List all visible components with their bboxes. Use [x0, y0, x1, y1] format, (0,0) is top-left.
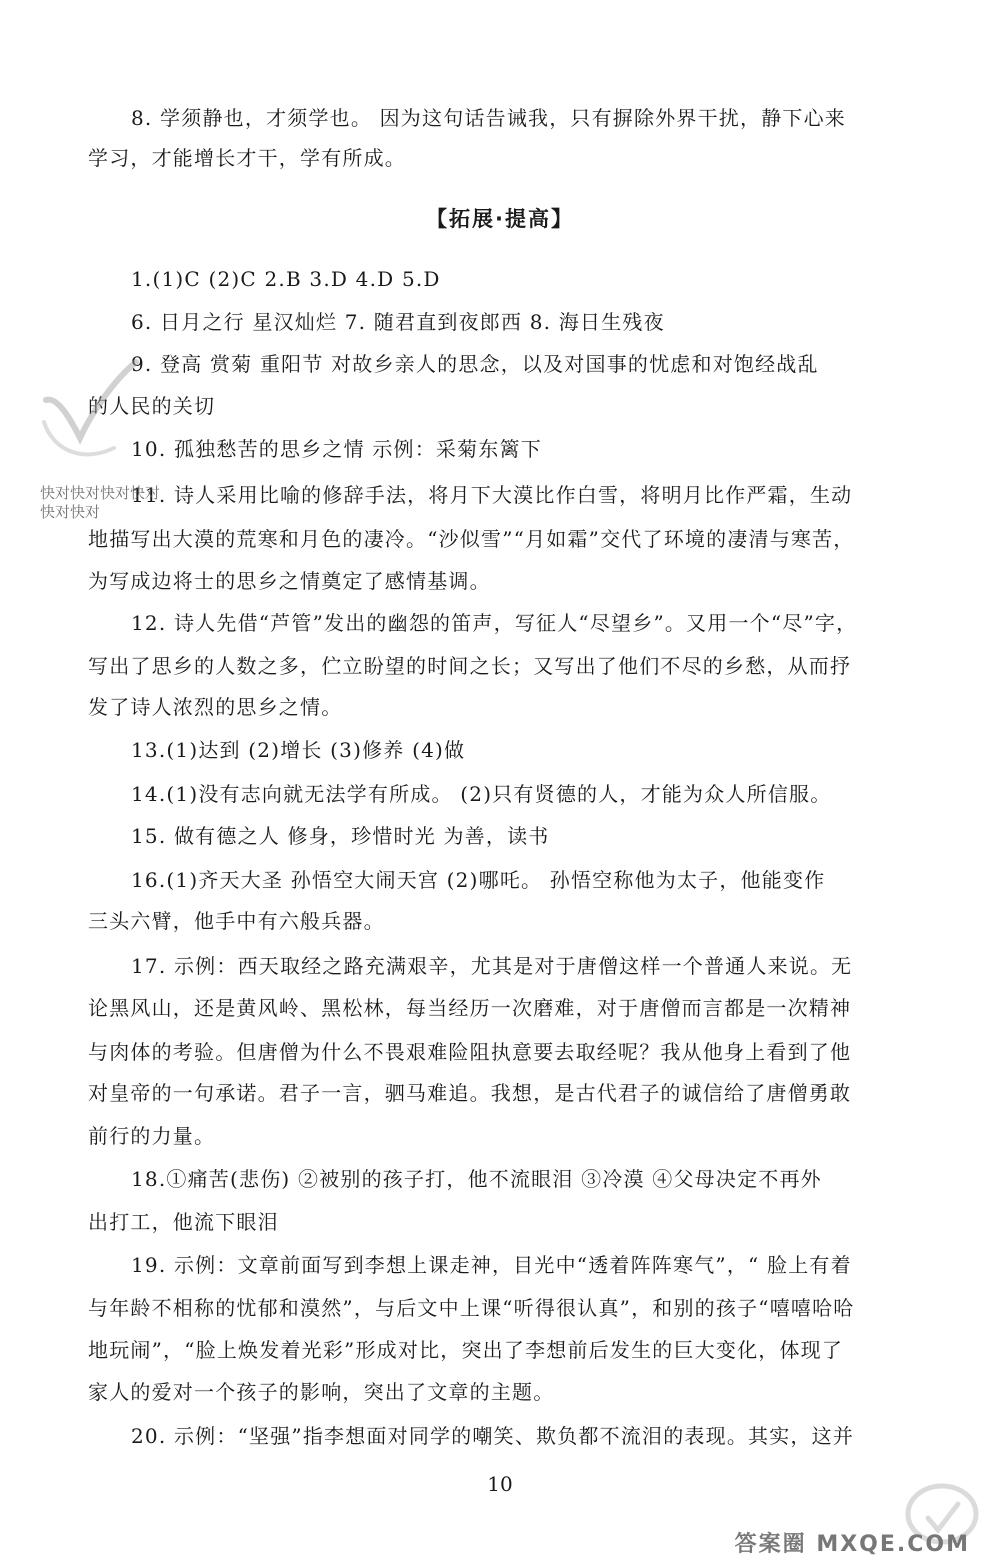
answer-8-line-1: 8. 学须静也，才须学也。 因为这句话告诫我，只有摒除外界干扰，静下心来: [131, 106, 846, 130]
answer-17-line-3: 与肉体的考验。但唐僧为什么不畏艰难险阻执意要去取经呢？我从他身上看到了他: [88, 1040, 852, 1064]
answer-11-line-2: 地描写出大漠的荒寒和月色的凄冷。“沙似雪”“月如霜”交代了环境的凄清与寒苦，: [88, 527, 855, 551]
answer-8-line-2: 学习，才能增长才干，学有所成。: [88, 146, 406, 170]
watermark-text: 答案圈 MXQE.COM: [734, 1532, 970, 1557]
answer-12-line-1: 12. 诗人先借“芦管”发出的幽怨的笛声，写征人“尽望乡”。又用一个“尽”字，: [131, 611, 858, 635]
answer-12-line-2: 写出了思乡的人数之多，伫立盼望的时间之长；又写出了他们不尽的乡愁，从而抒: [88, 654, 852, 678]
answer-16-line-2: 三头六臂，他手中有六般兵器。: [88, 909, 385, 933]
answer-18-line-2: 出打工，他流下眼泪: [88, 1210, 279, 1234]
answer-13: 13.(1)达到 (2)增长 (3)修养 (4)做: [131, 738, 466, 762]
answer-9-line-1: 9. 登高 赏菊 重阳节 对故乡亲人的思念，以及对国事的忧虑和对饱经战乱: [131, 352, 819, 376]
answer-17-line-5: 前行的力量。: [88, 1124, 216, 1148]
answer-16-line-1: 16.(1)齐天大圣 孙悟空大闹天宫 (2)哪吒。 孙悟空称他为太子，他能变作: [131, 868, 826, 892]
answer-14: 14.(1)没有志向就无法学有所成。 (2)只有贤德的人，才能为众人所信服。: [131, 782, 832, 806]
answer-17-line-1: 17. 示例：西天取经之路充满艰辛，尤其是对于唐僧这样一个普通人来说。无: [131, 954, 853, 978]
page-number: 10: [487, 1472, 513, 1496]
answer-18-line-1: 18.①痛苦(悲伤) ②被别的孩子打，他不流眼泪 ③冷漠 ④父母决定不再外: [131, 1167, 822, 1191]
answer-17-line-2: 论黑风山，还是黄风岭、黑松林，每当经历一次磨难，对于唐僧而言都是一次精神: [88, 996, 852, 1020]
answer-12-line-3: 发了诗人浓烈的思乡之情。: [88, 695, 343, 719]
answer-20-line-1: 20. 示例：“坚强”指李想面对同学的嘲笑、欺负都不流泪的表现。其实，这并: [131, 1424, 855, 1448]
check-mark-stamp-icon: [28, 352, 148, 472]
answer-1-5: 1.(1)C (2)C 2.B 3.D 4.D 5.D: [131, 267, 441, 291]
section-heading: 【拓展·提高】: [426, 207, 574, 231]
answer-19-line-3: 地玩闹”，“脸上焕发着光彩”形成对比，突出了李想前后发生的巨大变化，体现了: [88, 1338, 844, 1362]
answer-6-8: 6. 日月之行 星汉灿烂 7. 随君直到夜郎西 8. 海日生残夜: [131, 310, 665, 334]
answer-9-line-2: 的人民的关切: [88, 394, 216, 418]
answer-19-line-2: 与年龄不相称的忧郁和漠然”，与后文中上课“听得很认真”，和别的孩子“嘻嘻哈哈: [88, 1296, 855, 1320]
answer-10: 10. 孤独愁苦的思乡之情 示例：采菊东篱下: [131, 437, 542, 461]
answer-17-line-4: 对皇帝的一句承诺。君子一言，驷马难追。我想，是古代君子的诚信给了唐僧勇敢: [88, 1081, 852, 1105]
answer-19-line-1: 19. 示例：文章前面写到李想上课走神，目光中“透着阵阵寒气”，“ 脸上有着: [131, 1253, 852, 1277]
stamp-text: 快对快对快对快对快对快对: [40, 484, 161, 521]
answer-19-line-4: 家人的爱对一个孩子的影响，突出了文章的主题。: [88, 1380, 555, 1404]
answer-15: 15. 做有德之人 修身，珍惜时光 为善，读书: [131, 824, 550, 848]
answer-11-line-1: 11. 诗人采用比喻的修辞手法，将月下大漠比作白雪，将明月比作严霜，生动: [131, 483, 853, 507]
answer-11-line-3: 为写成边将士的思乡之情奠定了感情基调。: [88, 569, 491, 593]
